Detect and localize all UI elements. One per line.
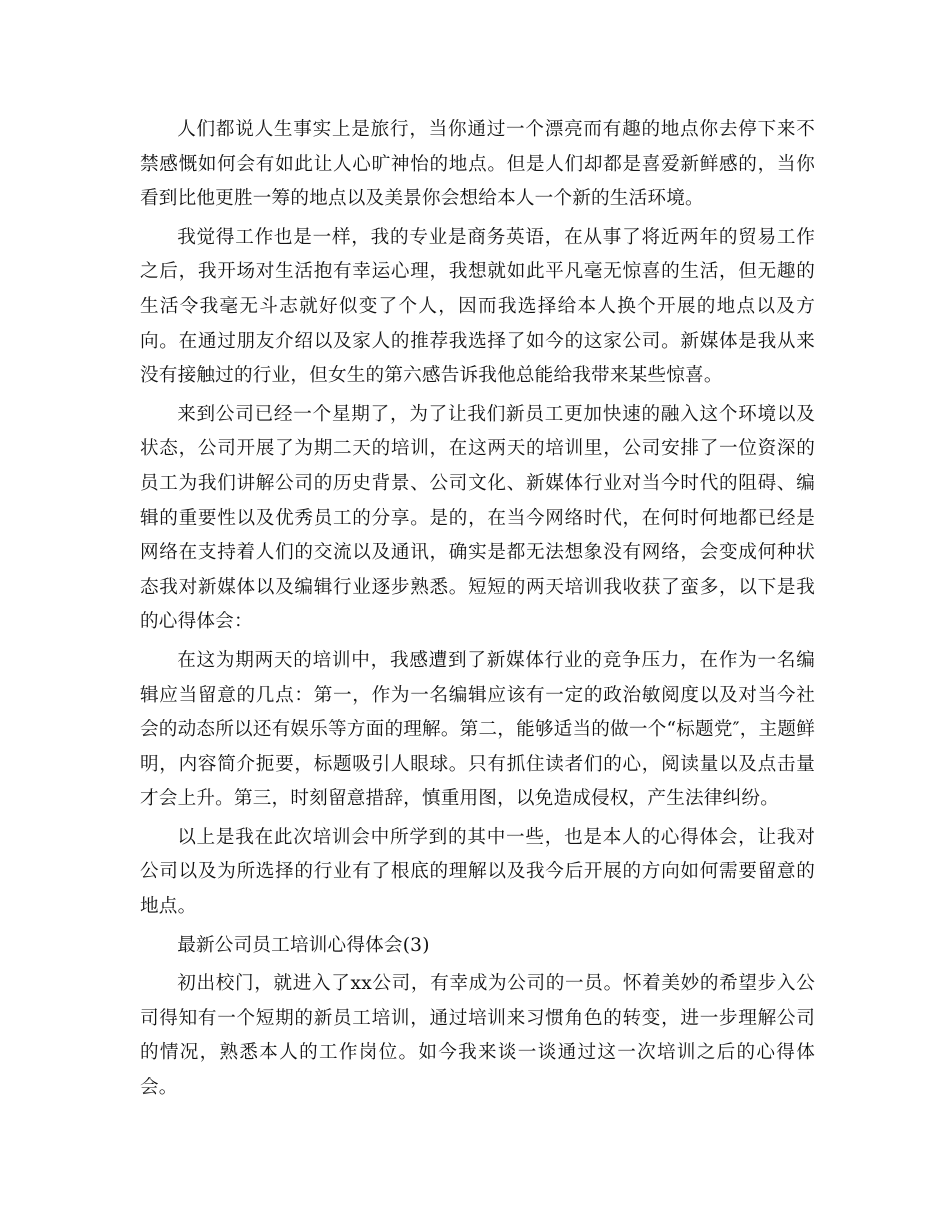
paragraph-travel: 人们都说人生事实上是旅行，当你通过一个漂亮而有趣的地点你去停下来不禁感慨如何会有如此让人心旷神怡的地点。但是人们却都是喜爱新鲜感的，当你看到比他更胜一筹的地点以及美景你会想给本人一个新的生活环境。: [140, 119, 815, 210]
section-heading: 最新公司员工培训心得体会(3): [177, 934, 430, 956]
paragraph-career-change: 我觉得工作也是一样，我的专业是商务英语，在从事了将近两年的贸易工作之后，我开场对生活抱有幸运心理，我想就如此平凡毫无惊喜的生活，但无趣的生活令我毫无斗志就好似变了个人，因而我选择给本人换个开展的地点以及方向。在通过朋友介绍以及家人的推荐我选择了如今的这家公司。新媒体是我从来没有接触过的行业，但女生的第六感告诉我他总能给我带来某些惊喜。: [140, 226, 815, 387]
paragraph-summary: 以上是我在此次培训会中所学到的其中一些，也是本人的心得体会，让我对公司以及为所选择的行业有了根底的理解以及我今后开展的方向如何需要留意的地点。: [140, 826, 815, 918]
document-body: [140, 113, 815, 1110]
paragraph-editor-points: 在这为期两天的培训中，我感遭到了新媒体行业的竞争压力，在作为一名编辑应当留意的几点：第一，作为一名编辑应该有一定的政治敏阅度以及对当今社会的动态所以还有娱乐等方面的理解。第二，能够适当的做一个“标题党″，主题鲜明，内容简介扼要，标题吸引人眼球。只有抓住读者们的心，阅读量以及点击量才会上升。第三，时刻留意措辞，慎重用图，以免造成侵权，产生法律纠纷。: [140, 649, 815, 810]
paragraph-training-intro: 来到公司已经一个星期了，为了让我们新员工更加快速的融入这个环境以及状态，公司开展了为期二天的培训，在这两天的培训里，公司安排了一位资深的员工为我们讲解公司的历史背景、公司文化、新媒体行业对当今时代的阻碍、编辑的重要性以及优秀员工的分享。是的，在当今网络时代，在何时何地都已经是网络在支持着人们的交流以及通讯，确实是都无法想象没有网络，会变成何种状态我对新媒体以及编辑行业逐步熟悉。短短的两天培训我收获了蛮多，以下是我的心得体会：: [140, 403, 815, 633]
paragraph-new-graduate: 初出校门，就进入了xx公司，有幸成为公司的一员。怀着美妙的希望步入公司得知有一个短期的新员工培训，通过培训来习惯角色的转变，进一步理解公司的情况，熟悉本人的工作岗位。如今我来谈一谈通过这一次培训之后的心得体会。: [140, 973, 815, 1099]
